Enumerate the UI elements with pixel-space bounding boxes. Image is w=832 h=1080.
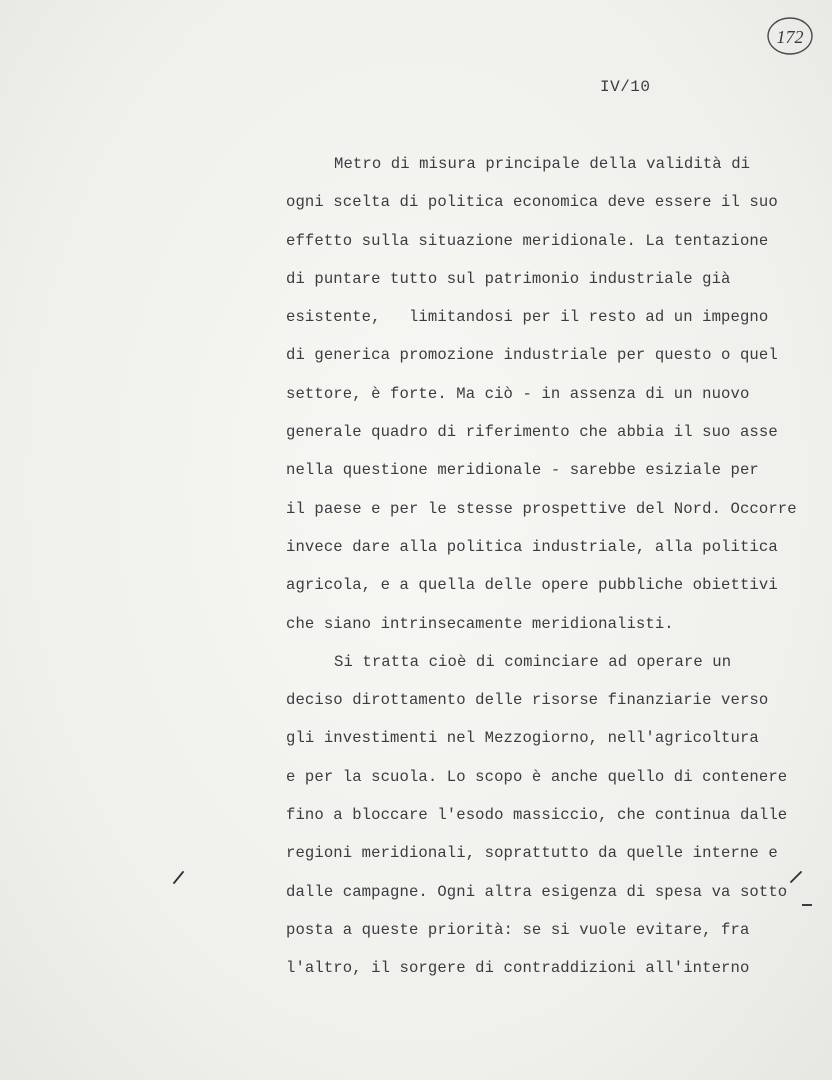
text-line: posta a queste priorità: se si vuole evitare, fra <box>286 920 750 939</box>
text-line: l'altro, il sorgere di contraddizioni all'interno <box>286 959 750 978</box>
pen-underline-mark <box>802 904 812 906</box>
text-line: effetto sulla situazione meridionale. La tentazione <box>286 231 769 250</box>
page-number: IV/10 <box>600 78 651 96</box>
text-line: agricola, e a quella delle opere pubbliche obiettivi <box>286 576 778 595</box>
text-line: regioni meridionali, soprattutto da quelle interne e <box>286 844 778 863</box>
text-line: Metro di misura principale della validità di <box>334 155 751 173</box>
text-line: che siano intrinsecamente meridionalisti. <box>286 614 674 633</box>
pen-correction-tick-icon <box>789 870 803 884</box>
text-line: e per la scuola. Lo scopo è anche quello di contenere <box>286 767 788 786</box>
text-line: il paese e per le stesse prospettive del Nord. Occorre <box>286 499 797 518</box>
text-line: dalle campagne. Ogni altra esigenza di spesa va sotto <box>286 882 788 901</box>
handwritten-folio-number <box>764 14 816 58</box>
text-line: di generica promozione industriale per questo o quel <box>286 346 778 365</box>
text-line: nella questione meridionale - sarebbe esiziale per <box>286 461 759 480</box>
paragraph-2 <box>286 643 826 988</box>
text-line: gli investimenti nel Mezzogiorno, nell'agricoltura <box>286 729 759 748</box>
circled-folio-icon <box>764 14 816 58</box>
margin-pen-stroke-icon <box>172 868 186 886</box>
text-line: Si tratta cioè di cominciare ad operare un <box>334 652 732 671</box>
text-line: settore, è forte. Ma ciò - in assenza di un nuovo <box>286 384 750 403</box>
text-line: generale quadro di riferimento che abbia il suo asse <box>286 423 778 442</box>
text-line: invece dare alla politica industriale, alla politica <box>286 537 778 556</box>
svg-text:172: 172 <box>776 27 804 47</box>
text-line: di puntare tutto sul patrimonio industriale già <box>286 269 731 288</box>
paragraph-1 <box>286 145 826 643</box>
text-line: deciso dirottamento delle risorse finanziarie verso <box>286 691 769 710</box>
text-line: esistente, limitandosi per il resto ad un impegno <box>286 308 769 327</box>
body-text <box>286 145 826 988</box>
text-line: ogni scelta di politica economica deve essere il suo <box>286 193 778 212</box>
text-line: fino a bloccare l'esodo massiccio, che continua dalle <box>286 806 788 825</box>
